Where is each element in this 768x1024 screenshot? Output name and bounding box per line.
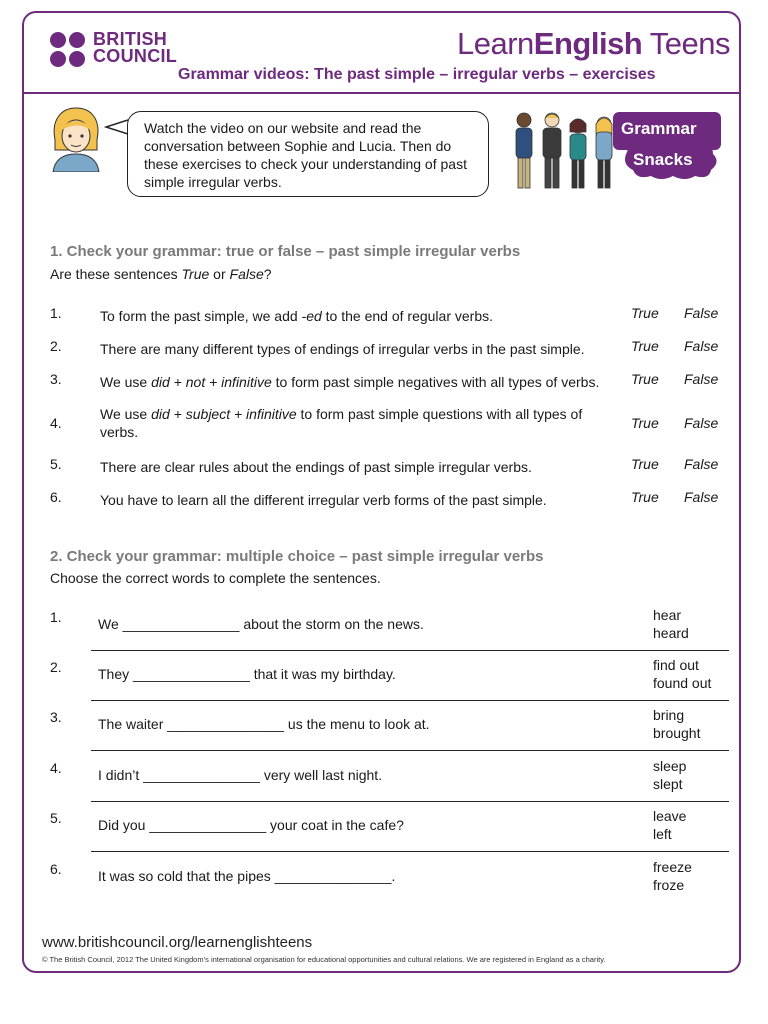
instr-true: True: [181, 266, 210, 282]
characters-group-icon: [510, 110, 622, 194]
grammar-snacks-badge: [613, 112, 723, 182]
mc-option-2[interactable]: brought: [653, 725, 701, 741]
sophie-character-icon: [47, 106, 105, 172]
statement-part: to form past simple negatives with all types of verbs.: [271, 374, 600, 390]
true-option[interactable]: True: [631, 489, 659, 505]
tf-item-statement: [100, 405, 620, 441]
section-1-instructions: [50, 266, 272, 282]
section-2-title: 2. Check your grammar: multiple choice – past simple irregular verbs: [50, 548, 544, 565]
statement-part: to form past simple questions with all types of verbs.: [100, 406, 583, 440]
statement-part: There are many different types of endings of irregular verbs in the past simple.: [100, 341, 585, 357]
statement-part: There are clear rules about the endings of past simple irregular verbs.: [100, 459, 532, 475]
mc-item-options: [653, 858, 692, 894]
mc-item-number: 4.: [50, 760, 62, 776]
instr-or: or: [209, 266, 230, 282]
mc-option-2[interactable]: found out: [653, 675, 712, 691]
mc-item-sentence[interactable]: It was so cold that the pipes _______________.: [98, 868, 396, 884]
badge-snacks-text: Snacks: [633, 150, 693, 169]
false-option[interactable]: False: [684, 305, 719, 321]
logo-line-2: COUNCIL: [93, 46, 178, 66]
instr-suffix: ?: [263, 266, 272, 282]
mc-option-1[interactable]: find out: [653, 657, 699, 673]
mc-item-sentence[interactable]: They _______________ that it was my birthday.: [98, 666, 396, 682]
tf-item-number: 1.: [50, 305, 62, 321]
header-divider: [22, 92, 741, 94]
tf-item-number: 3.: [50, 371, 62, 387]
mc-item-number: 2.: [50, 659, 62, 675]
false-option[interactable]: False: [684, 338, 719, 354]
instr-prefix: Are these sentences: [50, 266, 182, 282]
mc-separator: [91, 801, 729, 802]
mc-item-sentence[interactable]: I didn’t _______________ very well last night.: [98, 767, 383, 783]
true-option[interactable]: True: [631, 305, 659, 321]
true-option[interactable]: True: [631, 415, 659, 431]
mc-item-sentence[interactable]: Did you _______________ your coat in the cafe?: [98, 817, 404, 833]
true-option[interactable]: True: [631, 456, 659, 472]
tf-item-statement: [100, 373, 620, 391]
statement-part: We use: [100, 406, 152, 422]
page-title: Grammar videos: The past simple – irregular verbs – exercises: [178, 66, 656, 83]
mc-item-options: [653, 706, 700, 742]
mc-option-2[interactable]: heard: [653, 625, 689, 641]
tf-item-statement: [100, 491, 620, 509]
tf-item-number: 4.: [50, 415, 62, 431]
statement-emphasis: -ed: [301, 308, 322, 324]
logo-teens: Teens: [642, 26, 731, 61]
mc-separator: [91, 700, 729, 701]
tf-item-number: 5.: [50, 456, 62, 472]
tf-item-statement: [100, 340, 620, 358]
false-option[interactable]: False: [684, 371, 719, 387]
mc-item-options: [653, 656, 711, 692]
tf-item-statement: [100, 307, 620, 325]
false-option[interactable]: False: [684, 456, 719, 472]
statement-part: We use: [100, 374, 152, 390]
statement-part: You have to learn all the different irregular verb forms of the past simple.: [100, 492, 547, 508]
tf-item-statement: [100, 458, 620, 476]
badge-grammar-text: Grammar: [621, 119, 697, 138]
false-option[interactable]: False: [684, 489, 719, 505]
true-option[interactable]: True: [631, 371, 659, 387]
mc-item-number: 5.: [50, 810, 62, 826]
mc-option-2[interactable]: slept: [653, 776, 683, 792]
section-2-instructions: Choose the correct words to complete the sentences.: [50, 570, 381, 586]
mc-item-number: 1.: [50, 609, 62, 625]
mc-item-options: [653, 606, 689, 642]
mc-option-1[interactable]: freeze: [653, 859, 692, 875]
tf-item-number: 2.: [50, 338, 62, 354]
logo-line-1: BRITISH: [93, 29, 168, 49]
mc-option-1[interactable]: leave: [653, 808, 687, 824]
mc-option-2[interactable]: left: [653, 826, 672, 842]
statement-emphasis: did + not + infinitive: [151, 374, 272, 390]
mc-item-number: 3.: [50, 709, 62, 725]
statement-emphasis: did + subject + infinitive: [151, 406, 297, 422]
mc-separator: [91, 851, 729, 852]
mc-option-1[interactable]: bring: [653, 707, 685, 723]
true-option[interactable]: True: [631, 338, 659, 354]
mc-separator: [91, 750, 729, 751]
mc-item-options: [653, 757, 686, 793]
section-1-title: 1. Check your grammar: true or false – past simple irregular verbs: [50, 243, 521, 260]
mc-item-sentence[interactable]: The waiter _______________ us the menu to look at.: [98, 716, 430, 732]
mc-separator: [91, 650, 729, 651]
intro-speech-bubble: Watch the video on our website and read the conversation between Sophie and Lucia. Then do these exercises to check your understanding of past simple irregular verbs.: [127, 111, 489, 197]
british-council-logo: [93, 31, 177, 65]
logo-learn: Learn: [457, 26, 534, 61]
footer-copyright: © The British Council, 2012 The United Kingdom’s international organisation for educational opportunities and cultural relations. We are registered in England as a charity.: [42, 955, 606, 964]
mc-option-1[interactable]: hear: [653, 607, 682, 623]
footer-url: www.britishcouncil.org/learnenglishteens: [42, 934, 313, 951]
mc-option-1[interactable]: sleep: [653, 758, 687, 774]
learnenglish-teens-logo: [457, 26, 730, 62]
instr-false: False: [229, 266, 264, 282]
mc-item-sentence[interactable]: We _______________ about the storm on the news.: [98, 616, 424, 632]
statement-part: To form the past simple, we add: [100, 308, 302, 324]
logo-english: English: [533, 26, 643, 61]
mc-item-options: [653, 807, 686, 843]
british-council-logo-icon: [50, 32, 88, 68]
statement-part: to the end of regular verbs.: [321, 308, 493, 324]
mc-option-2[interactable]: froze: [653, 877, 685, 893]
mc-item-number: 6.: [50, 861, 62, 877]
tf-item-number: 6.: [50, 489, 62, 505]
false-option[interactable]: False: [684, 415, 719, 431]
